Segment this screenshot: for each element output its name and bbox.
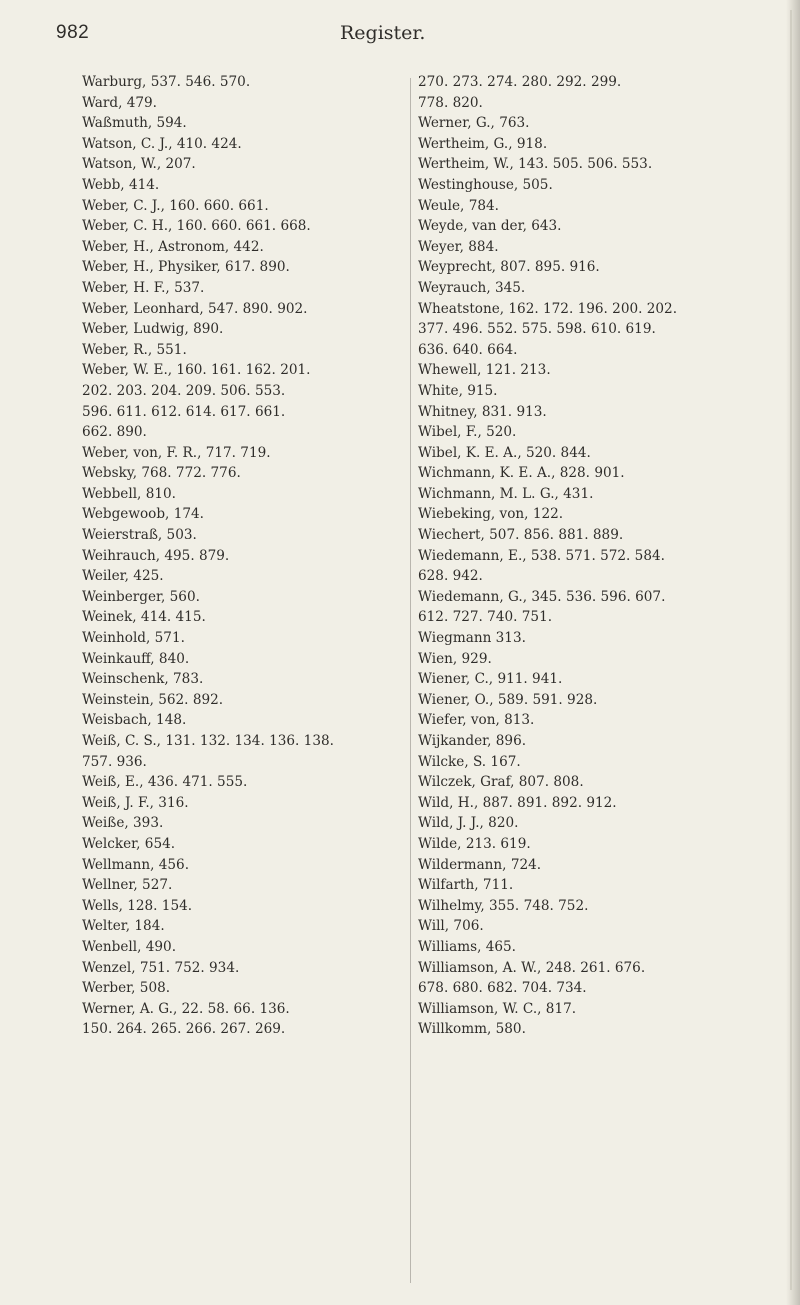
index-entry: Weber, H. F., 537. [82,279,205,296]
index-entry: Wiedemann, G., 345. 536. 596. 607. [418,588,666,605]
running-title: Register. [340,22,426,44]
index-entry: Ward, 479. [82,94,158,111]
index-entry: 202. 203. 204. 209. 506. 553. [82,382,286,399]
index-entry: Wellmann, 456. [82,856,190,873]
index-entry: Wilhelmy, 355. 748. 752. [418,897,589,914]
index-entry: Weinkauff, 840. [82,650,190,667]
index-entry: Watson, W., 207. [82,156,196,173]
index-entry: 678. 680. 682. 704. 734. [418,980,587,997]
index-entry: Weierstraß, 503. [82,527,197,544]
index-entry: Werner, A. G., 22. 58. 66. 136. [82,1000,290,1017]
index-entry: 757. 936. [82,753,147,770]
index-entry: Whitney, 831. 913. [418,403,547,420]
index-entry: Wiefer, von, 813. [418,712,535,729]
index-entry: Waßmuth, 594. [82,115,187,132]
index-entry: Wiebeking, von, 122. [418,506,564,523]
index-entry: Weule, 784. [418,197,499,214]
index-entry: Weiler, 425. [82,568,164,585]
index-entry: Weihrauch, 495. 879. [82,547,230,564]
index-column-right [418,72,778,1040]
index-entry: Weber, Leonhard, 547. 890. 902. [82,300,308,317]
index-entry: Weiße, 393. [82,815,164,832]
index-entry: Weisbach, 148. [82,712,187,729]
index-entry: Weinek, 414. 415. [82,609,206,626]
column-divider [410,78,411,1283]
page-edge-shadow [786,0,800,1305]
index-entry: 662. 890. [82,424,147,441]
index-entry: Wells, 128. 154. [82,897,193,914]
index-entry: Wibel, K. E. A., 520. 844. [418,444,591,461]
index-entry: Weber, C. H., 160. 660. 661. 668. [82,218,311,235]
page-header [0,22,800,48]
index-entry: Wertheim, W., 143. 505. 506. 553. [418,156,653,173]
index-entry: Webbell, 810. [82,485,176,502]
page-edge-line [790,10,792,1290]
index-entry: Werner, G., 763. [418,115,530,132]
index-entry: Wilczek, Graf, 807. 808. [418,774,584,791]
index-entry: Wiegmann 313. [418,630,526,647]
index-entry: Warburg, 537. 546. 570. [82,74,251,90]
index-entry: Webb, 414. [82,176,160,193]
index-entry: Wijkander, 896. [418,733,527,749]
index-entry: Wenzel, 751. 752. 934. [82,959,240,976]
index-entry: Will, 706. [418,918,484,935]
index-entry: Weber, H., Astronom, 442. [82,238,264,255]
index-entry: Wichmann, M. L. G., 431. [418,485,594,502]
index-entry: 612. 727. 740. 751. [418,609,553,626]
index-entry: Weinhold, 571. [82,630,185,647]
index-entry: 628. 942. [418,568,483,585]
index-entry: Weyrauch, 345. [418,279,526,296]
index-entry: Wibel, F., 520. [418,424,517,441]
index-entry: Weyde, van der, 643. [418,218,562,235]
index-entry: Weber, R., 551. [82,341,187,358]
index-entry: 596. 611. 612. 614. 617. 661. [82,403,286,420]
index-entry: Weinstein, 562. 892. [82,691,224,708]
index-entry: Wilde, 213. 619. [418,835,531,852]
index-entry: Wiener, O., 589. 591. 928. [418,691,598,708]
index-entry: Wild, H., 887. 891. 892. 912. [418,794,617,811]
index-entry: Weiß, J. F., 316. [82,794,189,811]
index-entry: Williamson, W. C., 817. [418,1000,577,1017]
index-entry: 778. 820. [418,94,483,111]
index-entry: Weyer, 884. [418,238,499,255]
index-entry: Weber, W. E., 160. 161. 162. 201. [82,362,311,379]
index-entry: Weber, von, F. R., 717. 719. [82,444,271,461]
index-entry: Weiß, C. S., 131. 132. 134. 136. 138. [82,733,334,749]
index-entry: Wiedemann, E., 538. 571. 572. 584. [418,547,665,564]
index-entry: White, 915. [418,382,498,399]
index-entry: Williamson, A. W., 248. 261. 676. [418,959,646,976]
index-entry: 270. 273. 274. 280. 292. 299. [418,74,622,90]
index-entry: Welter, 184. [82,918,165,935]
index-entry: Wichmann, K. E. A., 828. 901. [418,465,625,482]
index-entry: Wilfarth, 711. [418,877,514,894]
index-entry: Whewell, 121. 213. [418,362,551,379]
index-entry: Weber, Ludwig, 890. [82,321,224,338]
index-entry: 636. 640. 664. [418,341,518,358]
index-entry: Wien, 929. [418,650,492,667]
index-entry: Westinghouse, 505. [418,176,553,193]
index-entry: 377. 496. 552. 575. 598. 610. 619. [418,321,656,338]
index-entry: Weiß, E., 436. 471. 555. [82,774,248,791]
index-entry: Willkomm, 580. [418,1021,526,1038]
index-entry: Wiener, C., 911. 941. [418,671,563,688]
page-number: 982 [56,22,90,43]
index-entry: 150. 264. 265. 266. 267. 269. [82,1021,286,1038]
index-entry: Weinschenk, 783. [82,671,204,688]
index-entry: Welcker, 654. [82,835,176,852]
index-entry: Wiechert, 507. 856. 881. 889. [418,527,624,544]
index-entry: Websky, 768. 772. 776. [82,465,241,482]
index-entry: Weyprecht, 807. 895. 916. [418,259,600,276]
index-entry: Weber, C. J., 160. 660. 661. [82,197,269,214]
index-entry: Wenbell, 490. [82,938,177,955]
index-entry: Werber, 508. [82,980,171,997]
index-entry: Wildermann, 724. [418,856,542,873]
index-entry: Wilcke, S. 167. [418,753,521,770]
index-entry: Webgewoob, 174. [82,506,204,523]
index-column-left [82,72,402,1040]
index-entry: Wild, J. J., 820. [418,815,519,832]
index-entry: Williams, 465. [418,938,517,955]
index-entry: Wheatstone, 162. 172. 196. 200. 202. [418,300,678,317]
index-entry: Watson, C. J., 410. 424. [82,135,242,152]
index-entry: Weber, H., Physiker, 617. 890. [82,259,290,276]
index-entry: Weinberger, 560. [82,588,200,605]
index-entry: Wellner, 527. [82,877,173,894]
index-entry: Wertheim, G., 918. [418,135,548,152]
